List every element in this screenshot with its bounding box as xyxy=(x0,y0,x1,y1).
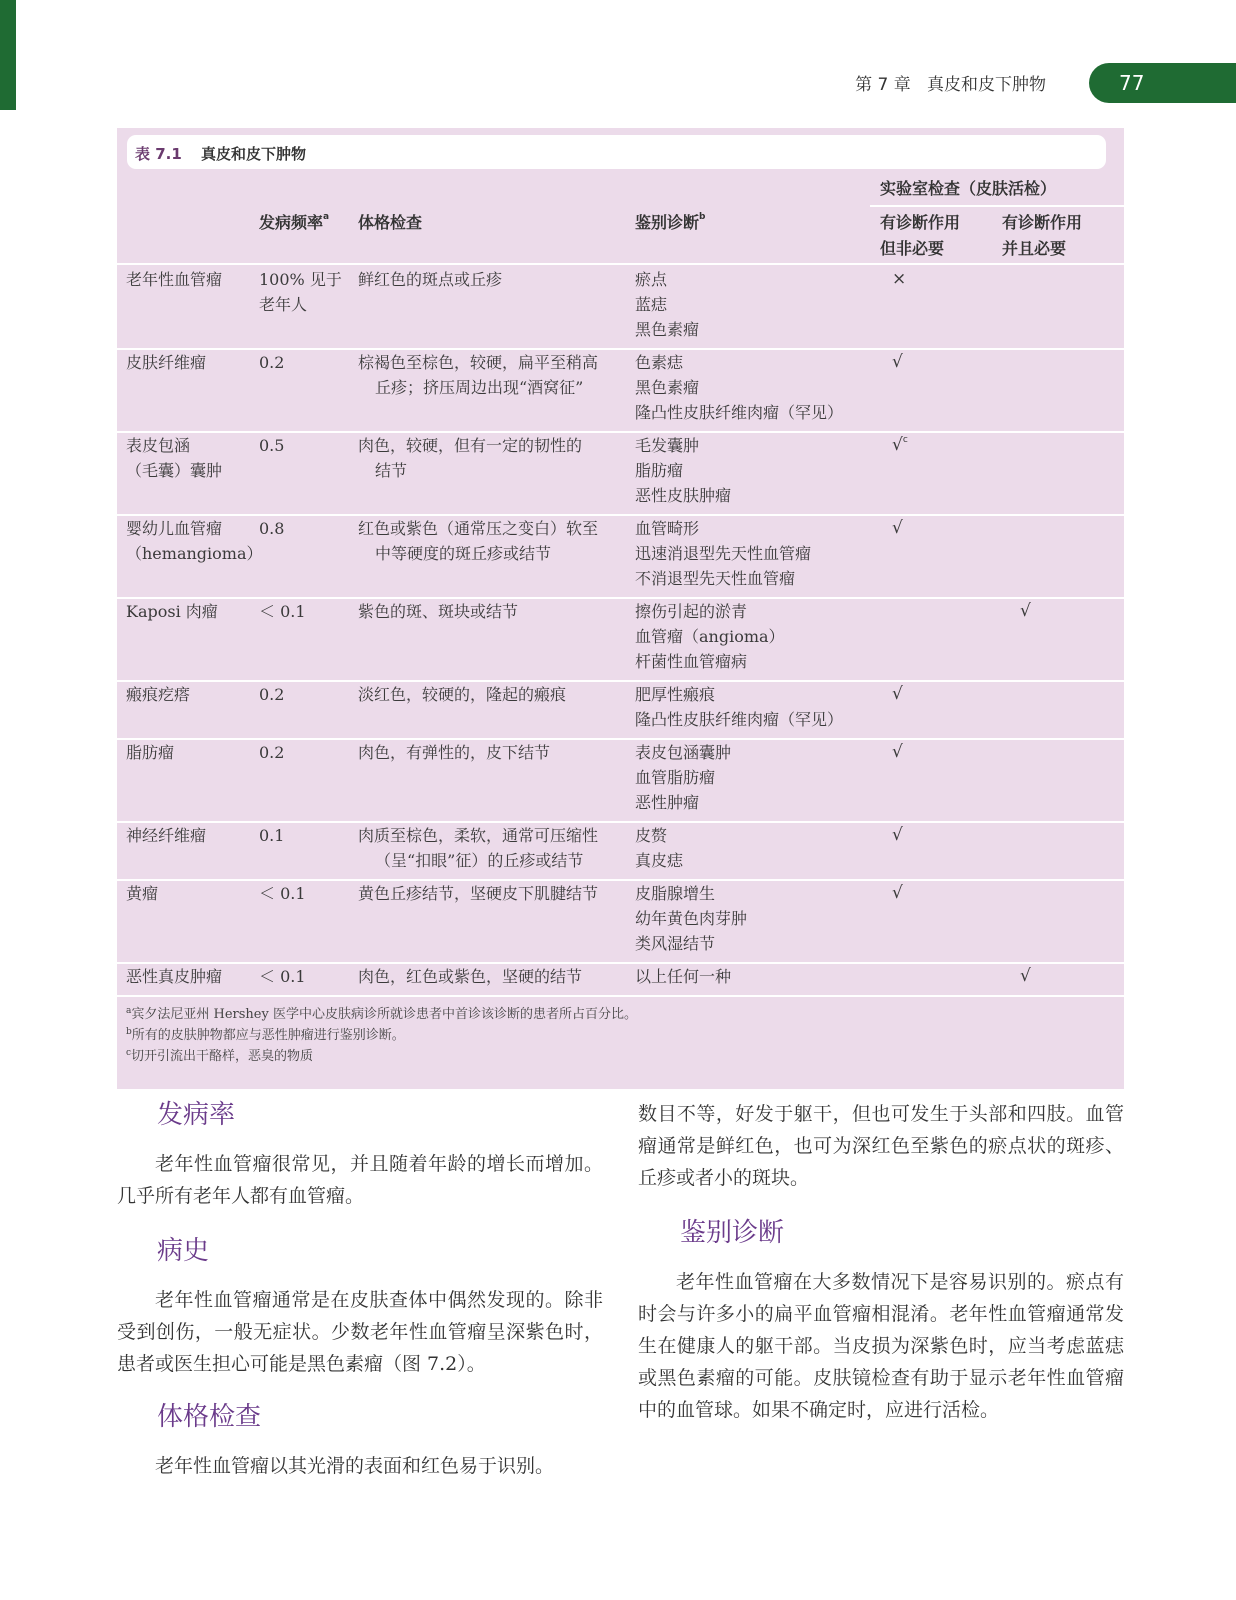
footnote: $^c$切开引流出干酪样，恶臭的物质 xyxy=(126,1048,314,1064)
header-physical-exam: 体格检查 xyxy=(358,213,423,232)
cell-name xyxy=(126,740,256,765)
cell-line: 隆凸性皮肤纤维肉瘤（罕见） xyxy=(635,403,844,422)
cell-freq xyxy=(259,350,351,375)
cell-diff xyxy=(635,350,885,425)
cell-line: 肉质至棕色，柔软，通常可压缩性 xyxy=(358,826,599,845)
cell-diff xyxy=(635,964,885,989)
row-rule xyxy=(117,995,1124,997)
cell-diff xyxy=(635,682,885,732)
cell-name xyxy=(126,516,263,566)
cell-diff xyxy=(635,516,885,591)
cell-name xyxy=(126,433,256,483)
cell-line: 肉色，有弹性的，皮下结节 xyxy=(358,743,551,762)
cell-freq xyxy=(259,881,351,906)
cell-line: 黄色丘疹结节，坚硬皮下肌腱结节 xyxy=(358,884,599,903)
cell-line: 黑色素瘤 xyxy=(635,378,700,397)
cell-diff xyxy=(635,881,885,956)
cell-line: （呈“扣眼”征）的丘疹或结节 xyxy=(375,851,584,870)
table-row xyxy=(117,964,1124,997)
cell-line: 隆凸性皮肤纤维肉瘤（罕见） xyxy=(635,710,844,729)
right-column xyxy=(638,1098,1124,1426)
chapter-number: 第 7 章 xyxy=(855,75,911,95)
cell-line: 表皮包涵囊肿 xyxy=(635,743,732,762)
heading-history: 病史 xyxy=(157,1236,210,1266)
cell-line: 色素痣 xyxy=(635,353,684,372)
cell-exam xyxy=(358,433,638,483)
cell-freq xyxy=(259,740,351,765)
heading-physical-exam: 体格检查 xyxy=(157,1402,262,1432)
header-incidence: 发病频率$^a$ xyxy=(259,212,330,232)
cell-line: 迅速消退型先天性血管瘤 xyxy=(635,544,812,563)
cell-line: 血管脂肪瘤 xyxy=(635,768,716,787)
page-number: 77 xyxy=(1119,71,1145,95)
header-rule-lab xyxy=(870,205,1124,207)
cell-line: 恶性皮肤肿瘤 xyxy=(635,486,732,505)
header-differential: 鉴别诊断$^b$ xyxy=(635,212,706,232)
cell-line: 0.8 xyxy=(259,519,285,538)
cell-freq xyxy=(259,964,351,989)
cell-line: ＜ 0.1 xyxy=(259,884,306,903)
cell-exam xyxy=(358,350,638,400)
table-caption-title: 真皮和皮下肿物 xyxy=(201,145,307,163)
page-number-tab xyxy=(1089,63,1236,103)
cell-line: 黑色素瘤 xyxy=(635,320,700,339)
cell-line: 毛发囊肿 xyxy=(635,436,700,455)
cell-freq xyxy=(259,823,351,848)
cell-helpful-mark: × xyxy=(892,269,907,289)
cell-exam xyxy=(358,682,638,707)
cell-freq xyxy=(259,267,351,317)
cell-helpful-mark: √ xyxy=(892,883,903,903)
chapter-title: 真皮和皮下肿物 xyxy=(927,75,1046,95)
cell-exam xyxy=(358,267,638,292)
cell-line: 神经纤维瘤 xyxy=(126,826,207,845)
table-7-1 xyxy=(117,128,1124,1089)
cell-line: 棕褐色至棕色，较硬，扁平至稍高 xyxy=(358,353,599,372)
header-helpful-not-required: 有诊断作用 但非必要 xyxy=(880,213,961,258)
cell-line: 不消退型先天性血管瘤 xyxy=(635,569,796,588)
header-lab-group: 实验室检查（皮肤活检） xyxy=(880,179,1057,198)
heading-differential: 鉴别诊断 xyxy=(680,1218,785,1248)
cell-line: 老年人 xyxy=(259,295,308,314)
cell-name xyxy=(126,682,256,707)
cell-line: 肥厚性瘢痕 xyxy=(635,685,716,704)
cell-line: 鲜红色的斑点或丘疹 xyxy=(358,270,503,289)
cell-freq xyxy=(259,433,351,458)
cell-line: ＜ 0.1 xyxy=(259,967,306,986)
table-row xyxy=(117,516,1124,599)
cell-line: 脂肪瘤 xyxy=(635,461,684,480)
table-row xyxy=(117,823,1124,881)
table-row xyxy=(117,682,1124,740)
cell-name xyxy=(126,350,256,375)
cell-line: 皮肤纤维瘤 xyxy=(126,353,207,372)
table-row xyxy=(117,881,1124,964)
table-row xyxy=(117,350,1124,433)
cell-line: 老年性血管瘤 xyxy=(126,270,223,289)
running-head xyxy=(855,70,1046,95)
cell-diff xyxy=(635,267,885,342)
cell-line: 表皮包涵 xyxy=(126,436,191,455)
paragraph-physical-exam: 老年性血管瘤以其光滑的表面和红色易于识别。 xyxy=(155,1455,555,1477)
cell-line: 瘀点 xyxy=(635,270,668,289)
cell-exam xyxy=(358,740,638,765)
table-row xyxy=(117,433,1124,516)
cell-line: 恶性肿瘤 xyxy=(635,793,700,812)
cell-helpful-mark: √ xyxy=(892,684,903,704)
cell-line: 类风湿结节 xyxy=(635,934,716,953)
cell-line: 擦伤引起的淤青 xyxy=(635,602,748,621)
cell-line: 0.2 xyxy=(259,743,285,762)
footnote: $^a$宾夕法尼亚州 Hershey 医学中心皮肤病诊所就诊患者中首诊该诊断的患者所占百分比。 xyxy=(126,1006,637,1022)
cell-diff xyxy=(635,599,885,674)
cell-line: 0.1 xyxy=(259,826,285,845)
table-caption-number: 表 7.1 xyxy=(135,145,182,163)
cell-line: 恶性真皮肿瘤 xyxy=(126,967,223,986)
cell-exam xyxy=(358,964,638,989)
cell-line: 杆菌性血管瘤病 xyxy=(635,652,748,671)
cell-line: 血管畸形 xyxy=(635,519,700,538)
cell-exam xyxy=(358,599,638,624)
cell-helpful-mark: √$^c$ xyxy=(892,435,908,455)
cell-line: 肉色，红色或紫色，坚硬的结节 xyxy=(358,967,583,986)
header-rule xyxy=(117,263,1124,265)
paragraph-differential: 老年性血管瘤在大多数情况下是容易识别的。瘀点有时会与许多小的扁平血管瘤相混淆。老年性血管瘤通常发生在健康人的躯干部。当皮损为深紫色时，应当考虑蓝痣或黑色素瘤的可能。皮肤镜检查有助于显示老年性血管瘤中的血管球。如果不确定时，应进行活检。 xyxy=(638,1271,1124,1421)
cell-line: 皮赘 xyxy=(635,826,668,845)
cell-line: 肉色，较硬，但有一定的韧性的 xyxy=(358,436,583,455)
cell-exam xyxy=(358,881,638,906)
cell-line: Kaposi 肉瘤 xyxy=(126,602,218,621)
cell-helpful-mark: √ xyxy=(892,742,903,762)
cell-required-mark: √ xyxy=(1020,966,1031,986)
cell-line: 紫色的斑、斑块或结节 xyxy=(358,602,519,621)
cell-line: 瘢痕疙瘩 xyxy=(126,685,191,704)
paragraph-incidence: 老年性血管瘤很常见，并且随着年龄的增长而增加。几乎所有老年人都有血管瘤。 xyxy=(117,1153,603,1207)
cell-helpful-mark: √ xyxy=(892,518,903,538)
heading-incidence: 发病率 xyxy=(157,1100,236,1130)
cell-name xyxy=(126,881,256,906)
cell-line: 真皮痣 xyxy=(635,851,684,870)
cell-exam xyxy=(358,516,638,566)
cell-line: 脂肪瘤 xyxy=(126,743,175,762)
cell-helpful-mark: √ xyxy=(892,825,903,845)
cell-name xyxy=(126,267,256,292)
cell-line: 血管瘤（angioma） xyxy=(635,627,785,646)
cell-line: 淡红色，较硬的，隆起的瘢痕 xyxy=(358,685,567,704)
cell-line: 幼年黄色肉芽肿 xyxy=(635,909,748,928)
footnote: $^b$所有的皮肤肿物都应与恶性肿瘤进行鉴别诊断。 xyxy=(126,1027,405,1043)
table-row xyxy=(117,740,1124,823)
cell-line: 以上任何一种 xyxy=(635,967,732,986)
paragraph-exam-continued: 数目不等，好发于躯干，但也可发生于头部和四肢。血管瘤通常是鲜红色，也可为深红色至紫色的瘀点状的斑疹、丘疹或者小的斑块。 xyxy=(638,1103,1124,1189)
page-edge-tab xyxy=(0,0,16,110)
header-helpful-and-required: 有诊断作用 并且必要 xyxy=(1002,213,1083,258)
table-caption xyxy=(127,135,1106,169)
cell-line: ＜ 0.1 xyxy=(259,602,306,621)
cell-diff xyxy=(635,823,885,873)
cell-helpful-mark: √ xyxy=(892,352,903,372)
cell-freq xyxy=(259,599,351,624)
cell-line: （hemangioma） xyxy=(126,544,263,563)
cell-line: 皮脂腺增生 xyxy=(635,884,716,903)
cell-line: 黄瘤 xyxy=(126,884,159,903)
cell-line: 结节 xyxy=(375,461,408,480)
paragraph-history: 老年性血管瘤通常是在皮肤查体中偶然发现的。除非受到创伤，一般无症状。少数老年性血管瘤呈深紫色时，患者或医生担心可能是黑色素瘤（图 7.2）。 xyxy=(117,1289,603,1375)
cell-line: 中等硬度的斑丘疹或结节 xyxy=(375,544,552,563)
left-column xyxy=(117,1100,603,1482)
cell-freq xyxy=(259,516,351,541)
cell-exam xyxy=(358,823,638,873)
cell-line: 0.2 xyxy=(259,685,285,704)
cell-line: 0.5 xyxy=(259,436,285,455)
cell-line: 蓝痣 xyxy=(635,295,668,314)
cell-line: 红色或紫色（通常压之变白）软至 xyxy=(358,519,599,538)
cell-required-mark: √ xyxy=(1020,601,1031,621)
cell-line: 100% 见于 xyxy=(259,270,342,289)
cell-diff xyxy=(635,740,885,815)
cell-name xyxy=(126,823,256,848)
cell-name xyxy=(126,964,256,989)
cell-line: 丘疹；挤压周边出现“酒窝征” xyxy=(375,378,584,397)
table-footnotes xyxy=(126,1004,637,1067)
cell-freq xyxy=(259,682,351,707)
cell-line: 婴幼儿血管瘤 xyxy=(126,519,223,538)
cell-line: 0.2 xyxy=(259,353,285,372)
table-row xyxy=(117,599,1124,682)
table-row xyxy=(117,267,1124,350)
cell-name xyxy=(126,599,256,624)
cell-diff xyxy=(635,433,885,508)
cell-line: （毛囊）囊肿 xyxy=(126,461,223,480)
